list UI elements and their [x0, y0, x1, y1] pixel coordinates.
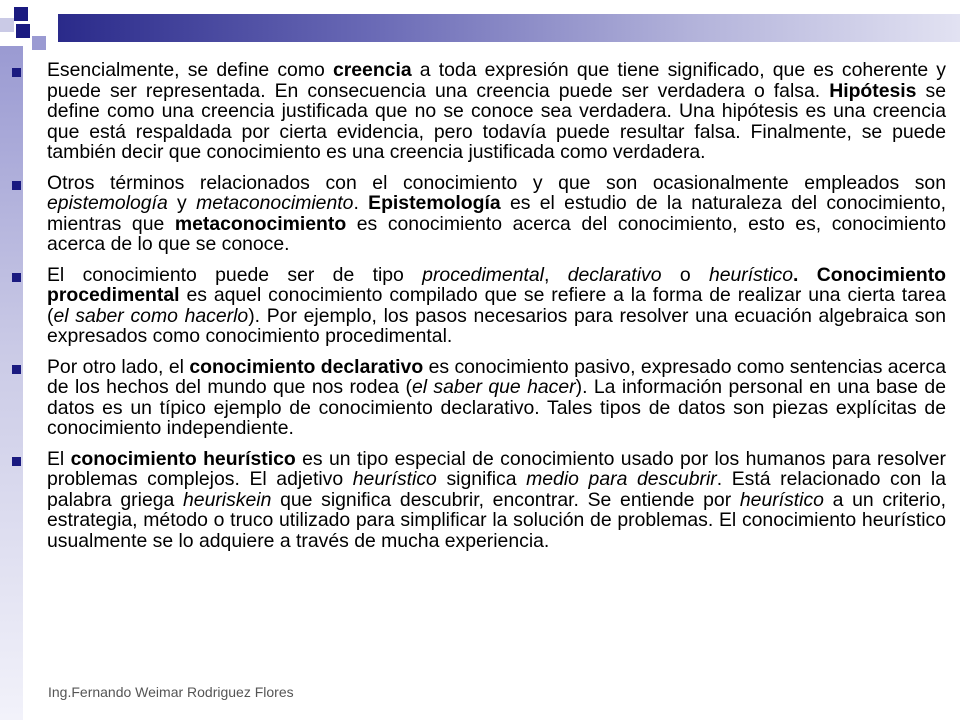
text-run: se define como una creencia justificada que no se conoce sea verdadera. Una hipótesis es una creencia que está respaldada por cierta evidencia, pero todavía puede resultar falsa. Finalmente, se puede también decir que conocimiento es una creencia justificada como verdadera. [47, 79, 946, 163]
bullet-list [12, 60, 946, 551]
paragraph-text [47, 356, 946, 440]
text-run: Por otro lado, el [47, 355, 190, 378]
text-run: es conocimiento pasivo, expresado como sentencias acerca de los hechos del mundo que nos rodea ( [47, 355, 946, 398]
italic-term: el saber que hacer [411, 376, 576, 398]
bold-term: conocimiento heurístico [70, 447, 296, 470]
bold-term: Hipótesis [829, 79, 917, 102]
bullet-paragraph-2 [12, 173, 946, 255]
square-bullet-icon [12, 68, 21, 77]
italic-term: heuriskein [183, 488, 272, 511]
square-bullet-icon [12, 181, 21, 190]
bullet-paragraph-3 [12, 265, 946, 347]
bold-term: Epistemología [368, 192, 501, 214]
italic-term: medio para descubrir [526, 468, 717, 490]
text-run: o [661, 263, 709, 286]
decor-square-navy [16, 24, 30, 38]
italic-term: metaconocimiento [196, 192, 354, 214]
text-run: es el estudio de la naturaleza del conocimiento, mientras que [47, 192, 946, 235]
italic-term: procedimental [422, 263, 544, 286]
text-run: Esencialmente, se define como [47, 59, 333, 81]
paragraph-text [47, 448, 946, 552]
bold-term: creencia [332, 59, 412, 81]
text-run: es un tipo especial de conocimiento usado por los humanos para resolver problemas complejos. El adjetivo [47, 447, 946, 490]
text-run: significa [436, 468, 527, 490]
text-run: . Está relacionado con la palabra griega [47, 468, 946, 511]
bullet-paragraph-5 [12, 449, 946, 552]
italic-term: epistemología [47, 192, 168, 214]
decor-square-white [34, 8, 48, 22]
paragraph-text [47, 264, 946, 348]
text-run: ). Por ejemplo, los pasos necesarios para resolver una ecuación algebraica son expresados como conocimiento procedimental. [47, 304, 946, 347]
bullet-paragraph-4 [12, 357, 946, 439]
paragraph-text [47, 59, 946, 163]
text-run: . [353, 192, 369, 214]
italic-term: el saber como hacerlo [53, 304, 249, 327]
italic-term: declarativo [567, 263, 662, 286]
text-run: es conocimiento acerca del conocimiento, esto es, conocimiento acerca de lo que se conoce. [47, 212, 946, 255]
text-run: que significa descubrir, encontrar. Se entiende por [271, 488, 740, 511]
decor-square-lavender [0, 18, 14, 32]
footer-author: Ing.Fernando Weimar Rodriguez Flores [48, 684, 294, 700]
bold-term: . Conocimiento procedimental [47, 263, 947, 306]
text-run: es aquel conocimiento compilado que se refiere a la forma de realizar una cierta tarea ( [47, 284, 946, 327]
text-run: y [167, 192, 197, 214]
italic-term: heurístico [352, 468, 437, 490]
text-run: , [543, 263, 568, 286]
square-bullet-icon [12, 273, 21, 282]
decor-square-purple [32, 36, 46, 50]
header-gradient-bar [58, 14, 960, 42]
bold-term: metaconocimiento [174, 212, 347, 235]
text-run: El conocimiento puede ser de tipo [47, 263, 423, 286]
text-run: ). La información personal en una base de datos es un típico ejemplo de conocimiento declarativo. Tales tipos de datos son piezas explícitas de conocimiento independiente. [47, 376, 946, 439]
text-run: a toda expresión que tiene significado, que es coherente y puede ser representada. En consecuencia una creencia puede ser verdadera o falsa. [47, 59, 946, 102]
decor-square-navy-top [14, 7, 28, 21]
square-bullet-icon [12, 365, 21, 374]
slide-content [12, 60, 946, 561]
square-bullet-icon [12, 457, 21, 466]
bullet-paragraph-1 [12, 60, 946, 163]
text-run: a un criterio, estrategia, método o truco utilizado para simplificar la solución de problemas. El conocimiento heurístico usualmente se lo adquiere a través de mucha experiencia. [47, 488, 946, 552]
italic-term: heurístico [739, 488, 824, 511]
text-run: Otros términos relacionados con el conocimiento y que son ocasionalmente empleados son [47, 171, 946, 194]
text-run: El [47, 447, 71, 470]
paragraph-text [47, 172, 946, 256]
italic-term: heurístico [708, 263, 794, 286]
bold-term: conocimiento declarativo [189, 355, 424, 378]
